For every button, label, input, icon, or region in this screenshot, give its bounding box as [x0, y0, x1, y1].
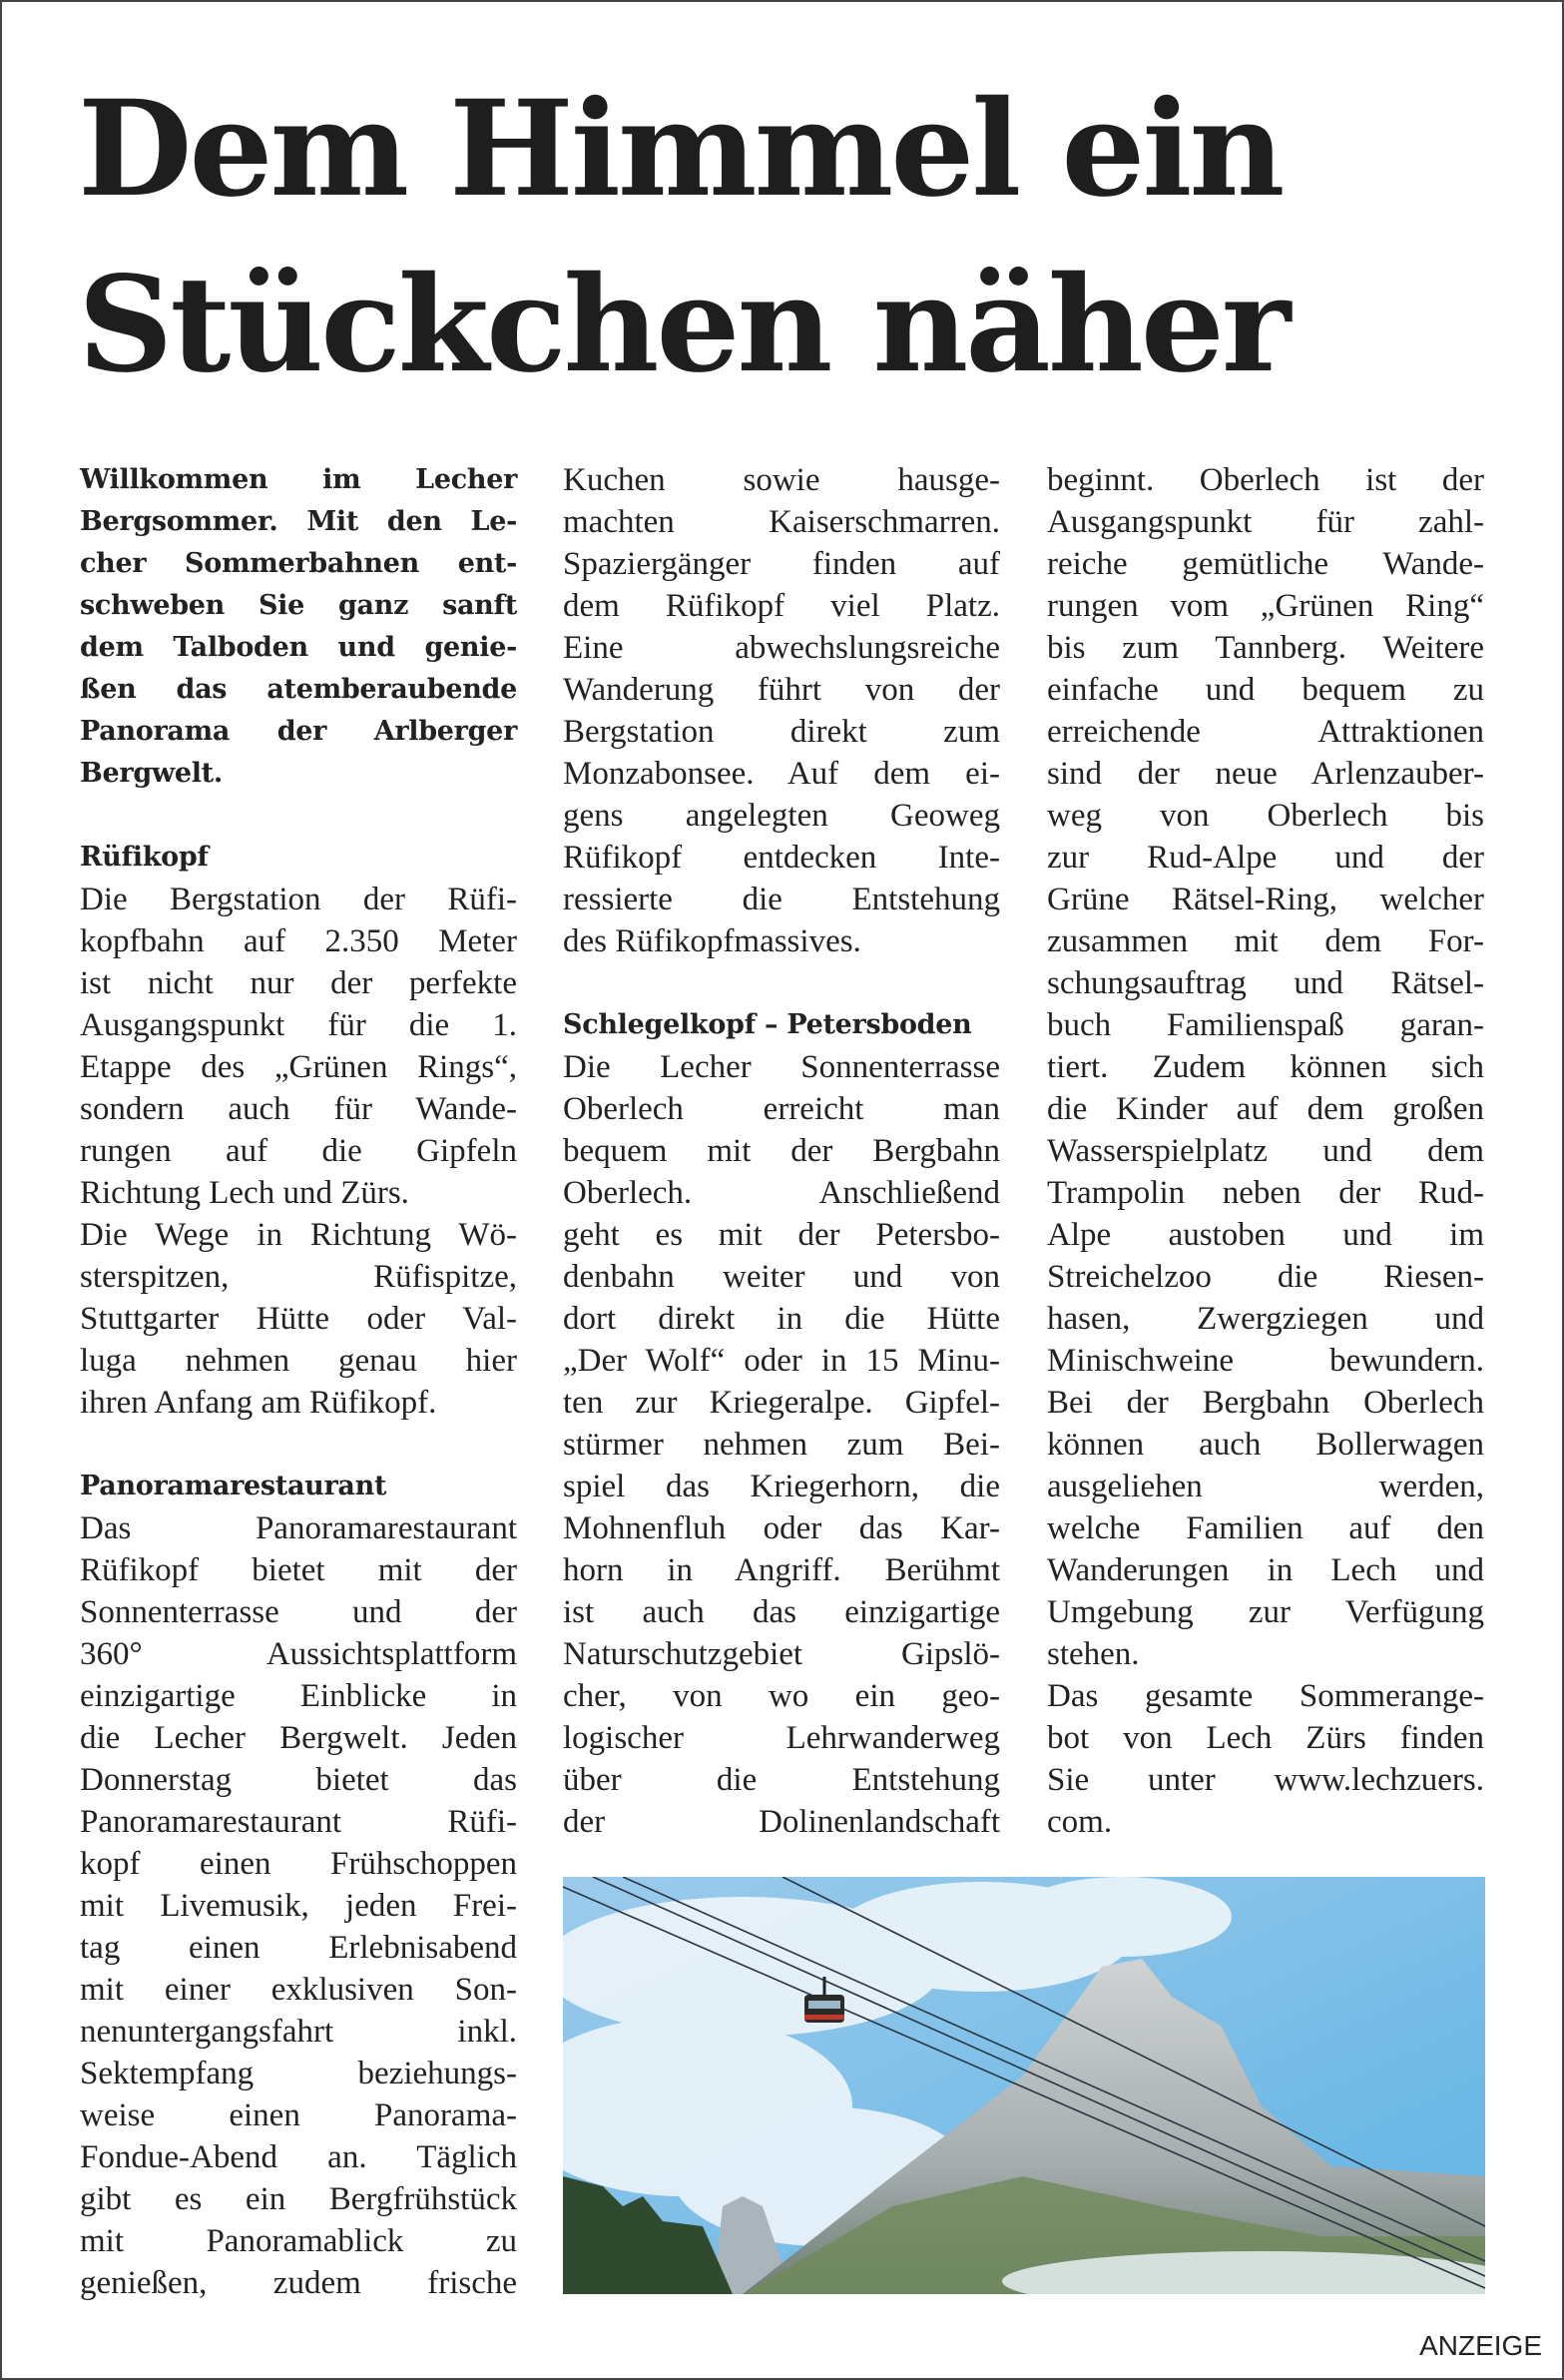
text-line: bequem mit der Bergbahn — [563, 1133, 1000, 1169]
text-line: Panoramarestaurant Rüfi- — [80, 1804, 517, 1840]
paragraph-spacer — [80, 795, 517, 837]
text-line: bis zum Tannberg. Weitere — [1047, 630, 1484, 666]
text-line: Bergsommer. Mit den Le- — [80, 506, 517, 537]
text-line: Die Wege in Richtung Wö- — [80, 1217, 517, 1253]
text-line: zur Rud-Alpe und der — [1047, 840, 1484, 876]
text-line: erreichende Attraktionen — [1047, 714, 1484, 750]
text-line: schweben Sie ganz sanft — [80, 590, 517, 621]
body-paragraph — [563, 459, 1000, 962]
body-paragraph — [80, 879, 517, 1214]
mountain-cable-car-photo — [563, 1877, 1485, 2294]
text-line: Naturschutzgebiet Gipslö- — [563, 1636, 1000, 1672]
text-line: rungen vom „Grünen Ring“ — [1047, 588, 1484, 624]
text-line: com. — [1047, 1804, 1113, 1840]
text-line: Sonnenterrasse und der — [80, 1594, 517, 1630]
paragraph-spacer — [80, 1424, 517, 1466]
body-paragraph — [563, 1046, 1000, 1843]
text-line: Eine abwechslungsreiche — [563, 630, 1000, 666]
text-line: ausgeliehen werden, — [1047, 1469, 1484, 1504]
text-line: Das gesamte Sommerange- — [1047, 1678, 1484, 1714]
text-line: tiert. Zudem können sich — [1047, 1049, 1484, 1085]
text-line: Panorama der Arlberger — [80, 716, 517, 747]
text-line: Das Panoramarestaurant — [80, 1510, 517, 1546]
section-heading: Rüfikopf — [80, 842, 209, 873]
paragraph-spacer — [563, 962, 1000, 1004]
text-line: Rüfikopf entdecken Inte- — [563, 840, 1000, 876]
text-line: einfache und bequem zu — [1047, 672, 1484, 708]
text-line: ist nicht nur der perfekte — [80, 965, 517, 1001]
text-line: cher, von wo ein geo- — [563, 1678, 1000, 1714]
text-line: logischer Lehrwanderweg — [563, 1720, 1000, 1756]
text-line: Kuchen sowie hausge- — [563, 462, 1000, 498]
text-line: welche Familien auf den — [1047, 1510, 1484, 1546]
text-line: geht es mit der Petersbo- — [563, 1217, 1000, 1253]
text-line: Willkommen im Lecher — [80, 464, 517, 495]
text-line: Oberlech. Anschließend — [563, 1175, 1000, 1211]
text-line: Oberlech erreicht man — [563, 1091, 1000, 1127]
lead-paragraph — [80, 459, 517, 795]
text-line: über die Entstehung — [563, 1762, 1000, 1798]
text-line: hasen, Zwergziegen und — [1047, 1301, 1484, 1337]
text-line: gens angelegten Geoweg — [563, 798, 1000, 834]
text-line: ten zur Kriegeralpe. Gipfel- — [563, 1385, 1000, 1421]
text-line: Wasserspielplatz und dem — [1047, 1133, 1484, 1169]
body-paragraph — [1047, 459, 1484, 1675]
text-line: Rüfikopf bietet mit der — [80, 1552, 517, 1588]
article-column-1 — [80, 459, 517, 2304]
text-line: Ausgangspunkt für zahl- — [1047, 504, 1484, 540]
text-line: luga nehmen genau hier — [80, 1343, 517, 1379]
text-line: cher Sommerbahnen ent- — [80, 548, 517, 579]
text-line: die Lecher Bergwelt. Jeden — [80, 1720, 517, 1756]
text-line: Sektempfang beziehungs- — [80, 2056, 517, 2091]
text-line: nenuntergangsfahrt inkl. — [80, 2014, 517, 2050]
body-paragraph — [80, 1507, 517, 2304]
text-line: die Kinder auf dem großen — [1047, 1091, 1484, 1127]
text-line: ist auch das einzigartige — [563, 1594, 1000, 1630]
text-line: buch Familienspaß garan- — [1047, 1007, 1484, 1043]
text-line: mit Livemusik, jeden Frei- — [80, 1888, 517, 1924]
text-line: „Der Wolf“ oder in 15 Minu- — [563, 1343, 1000, 1379]
text-line: Die Bergstation der Rüfi- — [80, 882, 517, 917]
text-line: schungsauftrag und Rätsel- — [1047, 965, 1484, 1001]
text-line: Spaziergänger finden auf — [563, 546, 1000, 582]
text-line: machten Kaiserschmarren. — [563, 504, 1000, 540]
text-line: rungen auf die Gipfeln — [80, 1133, 517, 1169]
text-line: weise einen Panorama- — [80, 2097, 517, 2133]
text-line: Umgebung zur Verfügung — [1047, 1594, 1484, 1630]
text-line: zusammen mit dem For- — [1047, 923, 1484, 959]
text-line: sind der neue Arlenzauber- — [1047, 756, 1484, 792]
text-line: dem Talboden und genie- — [80, 632, 517, 663]
advertisement-label: ANZEIGE — [1419, 2330, 1542, 2361]
section-heading: Schlegelkopf – Petersboden — [563, 1009, 972, 1040]
text-line: horn in Angriff. Berühmt — [563, 1552, 1000, 1588]
text-line: ihren Anfang am Rüfikopf. — [80, 1385, 437, 1421]
text-line: mit Panoramablick zu — [80, 2223, 517, 2259]
text-line: reiche gemütliche Wande- — [1047, 546, 1484, 582]
text-line: sondern auch für Wande- — [80, 1091, 517, 1127]
article-column-2 — [563, 459, 1000, 1843]
text-line: Trampolin neben der Rud- — [1047, 1175, 1484, 1211]
text-line: weg von Oberlech bis — [1047, 798, 1484, 834]
headline-line-2: Stückchen näher — [78, 248, 1289, 402]
text-line: beginnt. Oberlech ist der — [1047, 462, 1484, 498]
text-line: Wanderungen in Lech und — [1047, 1552, 1484, 1588]
text-line: Minischweine bewundern. — [1047, 1343, 1484, 1379]
text-line: des Rüfikopfmassives. — [563, 923, 861, 959]
headline — [78, 62, 1288, 413]
text-line: Wanderung führt von der — [563, 672, 1000, 708]
text-line: mit einer exklusiven Son- — [80, 1972, 517, 2008]
text-line: stürmer nehmen zum Bei- — [563, 1427, 1000, 1463]
text-line: 360° Aussichtsplattform — [80, 1636, 517, 1672]
section-heading: Panoramarestaurant — [80, 1471, 387, 1501]
text-line: Mohnenfluh oder das Kar- — [563, 1510, 1000, 1546]
text-line: dort direkt in die Hütte — [563, 1301, 1000, 1337]
text-line: Alpe austoben und im — [1047, 1217, 1484, 1253]
text-line: Bergstation direkt zum — [563, 714, 1000, 750]
text-line: genießen, zudem frische — [80, 2265, 517, 2301]
text-line: bot von Lech Zürs finden — [1047, 1720, 1484, 1756]
text-line: denbahn weiter und von — [563, 1259, 1000, 1295]
text-line: Die Lecher Sonnenterrasse — [563, 1049, 1000, 1085]
headline-line-1: Dem Himmel ein — [78, 72, 1283, 227]
text-line: Sie unter www.lechzuers. — [1047, 1762, 1484, 1798]
text-line: stehen. — [1047, 1636, 1140, 1672]
text-line: Bergwelt. — [80, 758, 223, 789]
text-line: einzigartige Einblicke in — [80, 1678, 517, 1714]
body-paragraph — [80, 1214, 517, 1424]
article-column-3 — [1047, 459, 1484, 1843]
text-line: kopf einen Frühschoppen — [80, 1846, 517, 1882]
text-line: Fondue-Abend an. Täglich — [80, 2139, 517, 2175]
text-line: Etappe des „Grünen Rings“, — [80, 1049, 517, 1085]
text-line: Streichelzoo die Riesen- — [1047, 1259, 1484, 1295]
text-line: gibt es ein Bergfrühstück — [80, 2181, 517, 2217]
text-line: der Dolinenlandschaft — [563, 1804, 1000, 1840]
text-line: spiel das Kriegerhorn, die — [563, 1469, 1000, 1504]
text-line: Donnerstag bietet das — [80, 1762, 517, 1798]
text-line: Bei der Bergbahn Oberlech — [1047, 1385, 1484, 1421]
text-line: Ausgangspunkt für die 1. — [80, 1007, 517, 1043]
text-line: Monzabonsee. Auf dem ei- — [563, 756, 1000, 792]
text-line: sterspitzen, Rüfispitze, — [80, 1259, 517, 1295]
text-line: ßen das atemberaubende — [80, 674, 517, 705]
text-line: ressierte die Entstehung — [563, 882, 1000, 917]
text-line: kopfbahn auf 2.350 Meter — [80, 923, 517, 959]
body-paragraph — [1047, 1675, 1484, 1843]
text-line: dem Rüfikopf viel Platz. — [563, 588, 1000, 624]
text-line: tag einen Erlebnisabend — [80, 1930, 517, 1966]
text-line: Grüne Rätsel-Ring, welcher — [1047, 882, 1484, 917]
text-line: Richtung Lech und Zürs. — [80, 1175, 409, 1211]
text-line: Stuttgarter Hütte oder Val- — [80, 1301, 517, 1337]
text-line: können auch Bollerwagen — [1047, 1427, 1484, 1463]
